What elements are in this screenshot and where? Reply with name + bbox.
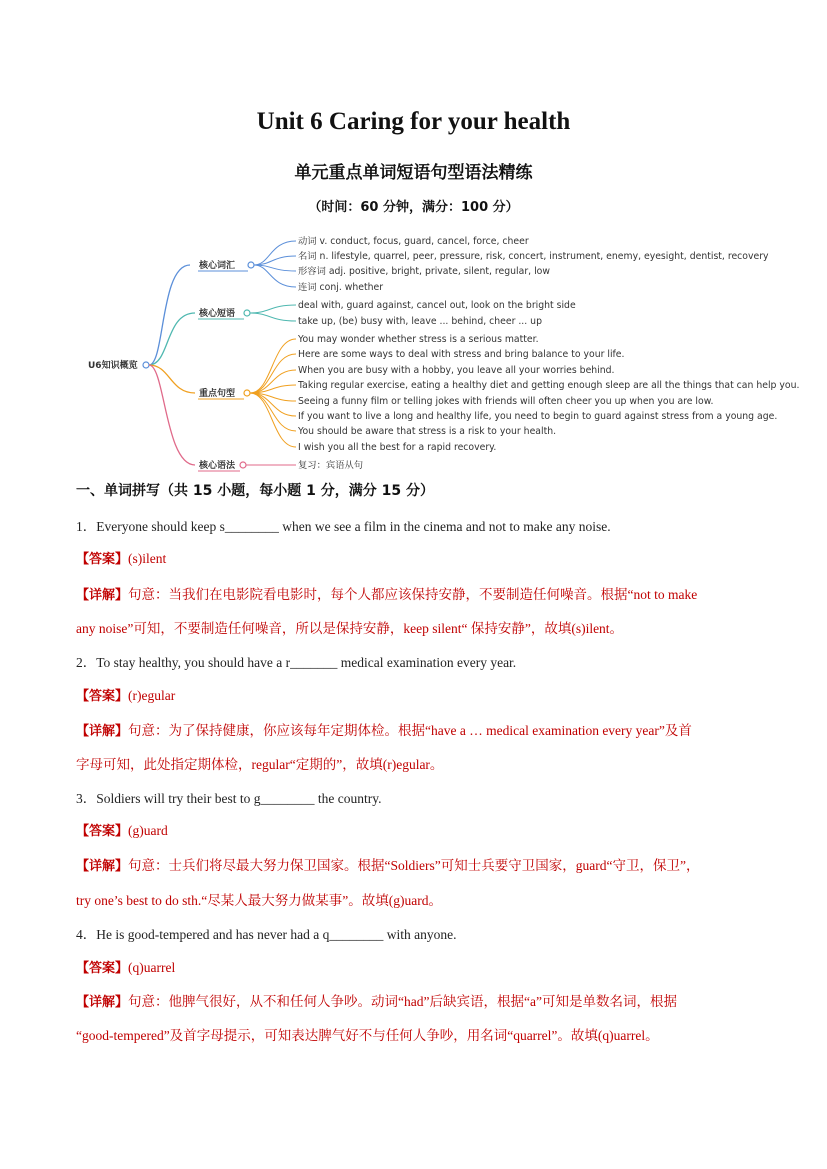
phrases-line-1: deal with, guard against, cancel out, look on the bright side <box>298 300 576 311</box>
answer-tag: 【答案】 <box>76 552 129 567</box>
sentence-3: When you are busy with a hobby, you leave all your worries behind. <box>298 365 615 376</box>
mindmap-root: U6知识概览 <box>88 361 138 371</box>
sentence-4: Taking regular exercise, eating a healthy diet and getting enough sleep are all the things that can help you. <box>298 380 800 391</box>
answer-text: (q)uarrel <box>128 960 176 975</box>
answer-1 <box>76 548 166 567</box>
explanation-tag: 【详解】 <box>76 724 129 739</box>
explanation-tag: 【详解】 <box>76 859 129 874</box>
explanation-2-line-1 <box>76 719 692 739</box>
answer-tag: 【答案】 <box>76 824 129 839</box>
explanation-4-line-1 <box>76 990 677 1010</box>
explanation-tag: 【详解】 <box>76 588 129 603</box>
answer-3 <box>76 820 168 839</box>
vocab-nouns: 名词 n. lifestyle, quarrel, peer, pressure, risk, concert, instrument, enemy, eyesight, dentist, recovery <box>298 251 769 262</box>
branch-phrases: 核心短语 <box>199 309 236 319</box>
mindmap <box>0 225 827 475</box>
branch-grammar: 核心语法 <box>199 461 236 471</box>
answer-4 <box>76 957 175 976</box>
vocab-conjunction: 连词 conj. whether <box>298 282 384 293</box>
root-knot <box>143 362 149 368</box>
section-heading: 一、单词拼写（共 15 小题，每小题 1 分，满分 15 分） <box>76 483 434 499</box>
sentence-8: I wish you all the best for a rapid recovery. <box>298 442 497 453</box>
explanation-4-line-2: “good-tempered”及首字母提示，可知表达脾气好不与任何人争吵，用名词“quarrel”。故填(q)uarrel。 <box>76 1028 659 1043</box>
explanation-text: 句意：他脾气很好，从不和任何人争吵。动词“had”后缺宾语，根据“a”可知是单数名词，根据 <box>128 994 677 1009</box>
branch-knot <box>248 262 254 268</box>
question-4: 4．He is good-tempered and has never had a q________ with anyone. <box>76 927 457 942</box>
explanation-tag: 【详解】 <box>76 995 129 1010</box>
branch-line-vocab <box>149 265 190 365</box>
answer-text: (s)ilent <box>128 551 167 566</box>
answer-tag: 【答案】 <box>76 961 129 976</box>
branch-line-sentences <box>149 365 195 393</box>
explanation-1-line-1 <box>76 583 697 603</box>
question-3: 3．Soldiers will try their best to g________ the country. <box>76 791 382 806</box>
vocab-verbs: 动词 v. conduct, focus, guard, cancel, force, cheer <box>298 236 529 247</box>
question-2: 2．To stay healthy, you should have a r_______ medical examination every year. <box>76 655 517 670</box>
explanation-2-line-2: 字母可知，此处指定期体检，regular“定期的”，故填(r)egular。 <box>76 757 444 772</box>
explanation-text: 句意：士兵们将尽最大努力保卫国家。根据“Soldiers”可知士兵要守卫国家，guard“守卫，保卫”， <box>128 858 700 873</box>
explanation-text: 句意：当我们在电影院看电影时，每个人都应该保持安静，不要制造任何噪音。根据“not to make <box>128 587 698 602</box>
answer-text: (g)uard <box>128 823 168 838</box>
time-info: （时间：60 分钟，满分：100 分） <box>308 200 519 215</box>
question-1: 1．Everyone should keep s________ when we see a film in the cinema and not to make any noise. <box>76 519 611 534</box>
explanation-3-line-1 <box>76 854 699 874</box>
page-subtitle: 单元重点单词短语句型语法精练 <box>294 163 533 183</box>
sentence-1: You may wonder whether stress is a serious matter. <box>298 334 539 345</box>
branch-sentences: 重点句型 <box>199 389 236 399</box>
grammar-item: 复习：宾语从句 <box>298 460 364 471</box>
sentence-7: You should be aware that stress is a risk to your health. <box>298 426 557 437</box>
sentence-5: Seeing a funny film or telling jokes with friends will often cheer you up when you are low. <box>298 396 714 407</box>
explanation-1-line-2: any noise”可知，不要制造任何噪音，所以是保持安静，keep silent“ 保持安静”，故填(s)ilent。 <box>76 621 624 636</box>
explanation-3-line-2: try one’s best to do sth.“尽某人最大努力做某事”。故填(g)uard。 <box>76 893 442 908</box>
answer-tag: 【答案】 <box>76 689 129 704</box>
vocab-adjectives: 形容词 adj. positive, bright, private, silent, regular, low <box>298 266 550 277</box>
branch-vocab: 核心词汇 <box>199 261 236 271</box>
answer-text: (r)egular <box>128 688 176 703</box>
sentence-2: Here are some ways to deal with stress and bring balance to your life. <box>298 349 625 360</box>
sentence-6: If you want to live a long and healthy life, you need to begin to guard against stress from a young age. <box>298 411 778 422</box>
phrases-line-2: take up, (be) busy with, leave ... behind, cheer ... up <box>298 316 542 327</box>
explanation-text: 句意：为了保持健康，你应该每年定期体检。根据“have a … medical examination every year”及首 <box>128 723 692 738</box>
page-title: Unit 6 Caring for your health <box>256 108 571 135</box>
answer-2 <box>76 685 175 704</box>
